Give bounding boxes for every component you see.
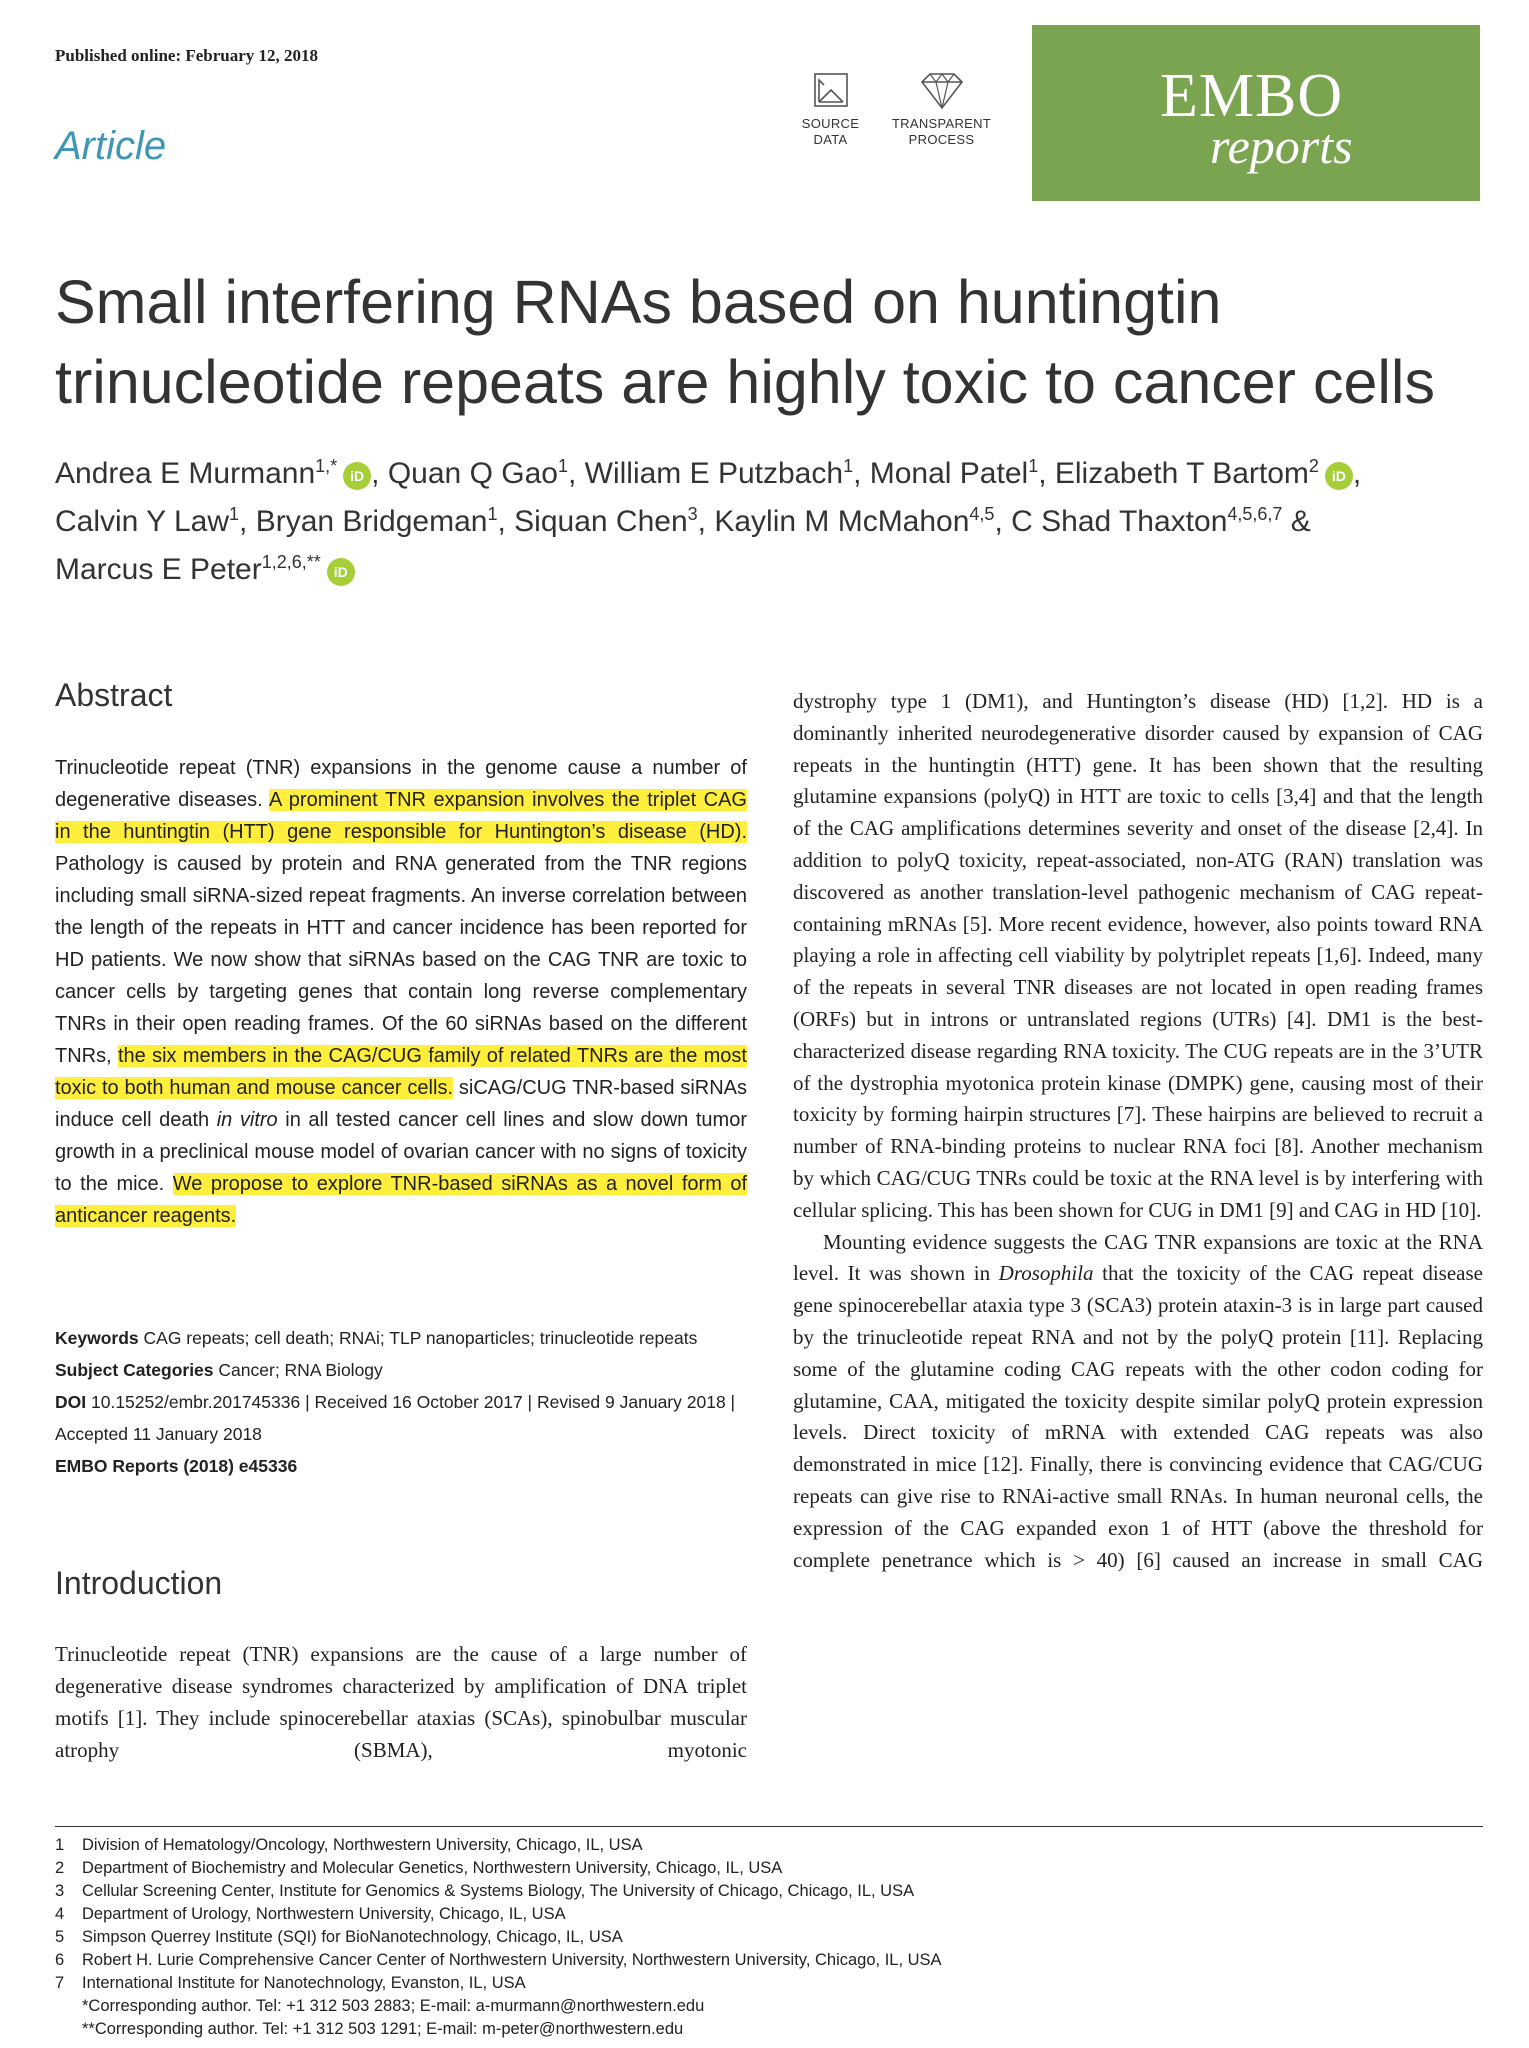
affiliation-number: 6	[55, 1951, 65, 1969]
affiliation-text: Simpson Querrey Institute (SQI) for BioNanotechnology, Chicago, IL, USA	[82, 1928, 623, 1946]
badge-label-line2: DATA	[813, 132, 848, 147]
author-name[interactable]: Siquan Chen	[514, 505, 688, 538]
orcid-icon[interactable]: iD	[1325, 462, 1353, 490]
logo-reports-text: reports	[1210, 118, 1353, 174]
abstract-text	[55, 752, 747, 1232]
author-affiliation-mark: 4,5,6,7	[1227, 504, 1283, 524]
keywords-line	[55, 1322, 747, 1354]
author-name[interactable]: Monal Patel	[869, 457, 1029, 490]
author-separator: ,	[853, 457, 870, 490]
badge-label-line1: TRANSPARENT	[891, 116, 992, 131]
affiliation-text: Department of Biochemistry and Molecular Genetics, Northwestern University, Chicago, IL, USA	[82, 1859, 783, 1877]
abstract-segment: in all tested cancer cell lines and slow down tumor growth in a preclinical mouse model of ovarian cancer with no signs of toxicity to the mice.	[55, 1109, 747, 1195]
author-name[interactable]: William E Putzbach	[584, 457, 844, 490]
affiliation-list	[55, 1834, 1483, 1995]
affiliation-number: 3	[55, 1882, 65, 1900]
citation-line	[55, 1450, 747, 1482]
orcid-icon[interactable]: iD	[343, 462, 371, 490]
affiliation-number: 1	[55, 1836, 65, 1854]
article-type-label: Article	[55, 124, 167, 168]
author-affiliation-mark: 2	[1308, 456, 1319, 476]
affiliation-text: International Institute for Nanotechnology, Evanston, IL, USA	[82, 1974, 526, 1992]
logo-embo-text: EMBO	[1160, 62, 1344, 130]
introduction-text: Trinucleotide repeat (TNR) expansions are the cause of a large number of degenerative disease syndromes characterized by amplification of DNA triplet motifs [1]. They include spinocerebellar ataxias (SCAs), spinobulbar muscular atrophy (SBMA), myotonic	[55, 1642, 747, 1762]
affiliations-footnotes	[55, 1834, 1483, 2041]
author-affiliation-mark: 1	[557, 456, 568, 476]
doi-value[interactable]: 10.15252/embr.201745336 | Received 16 October 2017 | Revised 9 January 2018 | Accepted 11 January 2018	[55, 1392, 736, 1444]
diamond-icon	[916, 70, 968, 110]
affiliation-number: 7	[55, 1974, 65, 1992]
subject-line	[55, 1354, 747, 1386]
author-affiliation-mark: 1	[843, 456, 854, 476]
author-name[interactable]: Bryan Bridgeman	[255, 505, 488, 538]
affiliation-item	[55, 1880, 1483, 1903]
affiliation-number: 5	[55, 1928, 65, 1946]
author-separator: ,	[497, 505, 515, 538]
publication-date: Published online: February 12, 2018	[55, 46, 319, 65]
author-affiliation-mark: 1,*	[315, 456, 338, 476]
badge-label-line1: SOURCE	[801, 116, 860, 131]
author-affiliation-mark: 1	[229, 504, 240, 524]
paragraph-italic: Drosophila	[998, 1261, 1094, 1286]
abstract-segment: siCAG/CUG TNR-based siRNAs induce cell death	[55, 1077, 747, 1131]
author-affiliation-mark: 4,5	[969, 504, 995, 524]
badge-label-line2: PROCESS	[908, 132, 975, 147]
source-data-badge[interactable]	[773, 70, 888, 148]
abstract-italic: in vitro	[216, 1109, 278, 1131]
author-separator: ,	[1038, 457, 1055, 490]
introduction-heading: Introduction	[55, 1565, 223, 1601]
abstract-highlight: the six members in the CAG/CUG family of related TNRs are the most toxic to both human and mouse cancer cells.	[55, 1045, 747, 1099]
author-separator: ,	[1352, 457, 1362, 490]
affiliation-number: 2	[55, 1859, 65, 1877]
affiliation-item	[55, 1972, 1483, 1995]
abstract-highlight: A prominent TNR expansion involves the triplet CAG in the huntingtin (HTT) gene responsible for Huntington’s disease (HD).	[55, 789, 747, 843]
author-affiliation-mark: 3	[687, 504, 698, 524]
author-separator: ,	[371, 457, 388, 490]
abstract-segment: Trinucleotide repeat (TNR) expansions in the genome cause a number of degenerative diseases.	[55, 757, 747, 811]
affiliation-text: Robert H. Lurie Comprehensive Cancer Center of Northwestern University, Northwestern University, Chicago, IL, USA	[82, 1951, 942, 1969]
doi-line[interactable]	[55, 1386, 747, 1450]
author-affiliation-mark: 1	[1028, 456, 1039, 476]
source-data-icon	[809, 70, 853, 110]
subject-label: Subject Categories	[55, 1360, 214, 1380]
affiliation-text: Department of Urology, Northwestern University, Chicago, IL, USA	[82, 1905, 566, 1923]
affiliation-item	[55, 1903, 1483, 1926]
author-name[interactable]: Elizabeth T Bartom	[1054, 457, 1309, 490]
footnote-divider	[55, 1826, 1483, 1827]
abstract-segment: Pathology is caused by protein and RNA generated from the TNR regions including small siRNA-sized repeat fragments. An inverse correlation between the length of the repeats in HTT and cancer incidence has been reported for HD patients. We now show that siRNAs based on the CAG TNR are toxic to cancer cells by targeting genes that contain long reverse complementary TNRs in their open reading frames. Of the 60 siRNAs based on the different TNRs,	[55, 853, 747, 1067]
journal-logo[interactable]	[1032, 25, 1480, 201]
citation: EMBO Reports (2018) e45336	[55, 1456, 298, 1476]
author-separator: ,	[697, 505, 715, 538]
keywords-label: Keywords	[55, 1328, 139, 1348]
affiliation-text: Division of Hematology/Oncology, Northwestern University, Chicago, IL, USA	[82, 1836, 643, 1854]
paragraph	[793, 1227, 1483, 1577]
author-name[interactable]: Calvin Y Law	[55, 505, 229, 538]
author-separator: ,	[239, 505, 256, 538]
author-list	[55, 450, 1495, 594]
transparent-process-badge[interactable]	[884, 70, 999, 148]
abstract-heading: Abstract	[55, 677, 173, 713]
author-name[interactable]: Quan Q Gao	[387, 457, 558, 490]
corresponding-author-1[interactable]: *Corresponding author. Tel: +1 312 503 2883; E-mail: a-murmann@northwestern.edu	[82, 1997, 705, 2015]
keywords-value: CAG repeats; cell death; RNAi; TLP nanoparticles; trinucleotide repeats	[143, 1328, 698, 1348]
affiliation-text: Cellular Screening Center, Institute for Genomics & Systems Biology, The University of Chicago, Chicago, IL, USA	[82, 1882, 915, 1900]
affiliation-item	[55, 1857, 1483, 1880]
affiliation-item	[55, 1834, 1483, 1857]
author-separator: &	[1282, 505, 1311, 538]
corresponding-author-2[interactable]: **Corresponding author. Tel: +1 312 503 1291; E-mail: m-peter@northwestern.edu	[82, 2020, 684, 2038]
author-name[interactable]: Kaylin M McMahon	[714, 505, 970, 538]
author-separator: ,	[567, 457, 585, 490]
affiliation-item	[55, 1926, 1483, 1949]
author-affiliation-mark: 1,2,6,**	[261, 552, 321, 572]
article-metadata	[55, 1322, 747, 1482]
author-affiliation-mark: 1	[487, 504, 498, 524]
article-title: Small interfering RNAs based on huntingtin trinucleotide repeats are highly toxic to cancer cells	[55, 268, 1435, 416]
doi-label: DOI	[55, 1392, 87, 1412]
author-name[interactable]: Andrea E Murmann	[55, 457, 316, 490]
author-name[interactable]: Marcus E Peter	[55, 553, 262, 586]
paragraph: dystrophy type 1 (DM1), and Huntington’s disease (HD) [1,2]. HD is a dominantly inherited neurodegenerative disorder caused by expansion of CAG repeats in the huntingtin (HTT) gene. It has been shown that the resulting glutamine expansions (polyQ) in HTT are toxic to cells [3,4] and that the length of the CAG amplifications determines severity and onset of the disease [2,4]. In addition to polyQ toxicity, repeat-associated, non-ATG (RAN) translation was discovered as another translation-level pathogenic mechanism of CAG repeat-containing mRNAs [5]. More recent evidence, however, also points toward RNA playing a role in affecting cell viability by polytriplet repeats [1,6]. Indeed, many of the repeats in several TNR diseases are not located in open reading frames (ORFs) but in introns or untranslated regions (UTRs) [4]. DM1 is the best-characterized disease regarding RNA toxicity. The CUG repeats are in the 3’UTR of the dystrophia myotonica protein kinase (DMPK) gene, causing most of their toxicity by forming hairpin structures [7]. These hairpins are believed to recruit a number of RNA-binding proteins to nuclear RNA foci [8]. Another mechanism by which CAG/CUG TNRs could be toxic at the RNA level is by interfering with cellular splicing. This has been shown for CUG in DM1 [9] and CAG in HD [10].	[793, 689, 1483, 1222]
affiliation-number: 4	[55, 1905, 65, 1923]
subject-value: Cancer; RNA Biology	[218, 1360, 383, 1380]
author-separator: ,	[994, 505, 1012, 538]
orcid-icon[interactable]: iD	[327, 558, 355, 586]
paragraph-segment: that the toxicity of the CAG repeat disease gene spinocerebellar ataxia type 3 (SCA3) protein ataxin-3 is in large part caused by the trinucleotide repeat RNA and not by the polyQ protein [11]. Replacing some of the glutamine coding CAG repeats with the other codon coding for glutamine, CAA, mitigated the toxicity despite similar polyQ protein expression levels. Direct toxicity of mRNA with extended CAG repeats was also demonstrated in mice [12]. Finally, there is convincing evidence that CAG/CUG repeats can give rise to RNAi-active small RNAs. In human neuronal cells, the expression of the CAG expanded exon 1 of HTT (above the threshold for complete penetrance which is > 40) [6] caused an increase in small CAG	[793, 1261, 1483, 1572]
paragraph-segment: Mounting evidence suggests the CAG TNR expansions are toxic at the RNA level. It was shown in	[793, 1229, 1483, 1286]
affiliation-item	[55, 1949, 1483, 1972]
right-column-text	[793, 686, 1483, 1576]
author-name[interactable]: C Shad Thaxton	[1011, 505, 1228, 538]
abstract-highlight: We propose to explore TNR-based siRNAs as a novel form of anticancer reagents.	[55, 1173, 748, 1227]
